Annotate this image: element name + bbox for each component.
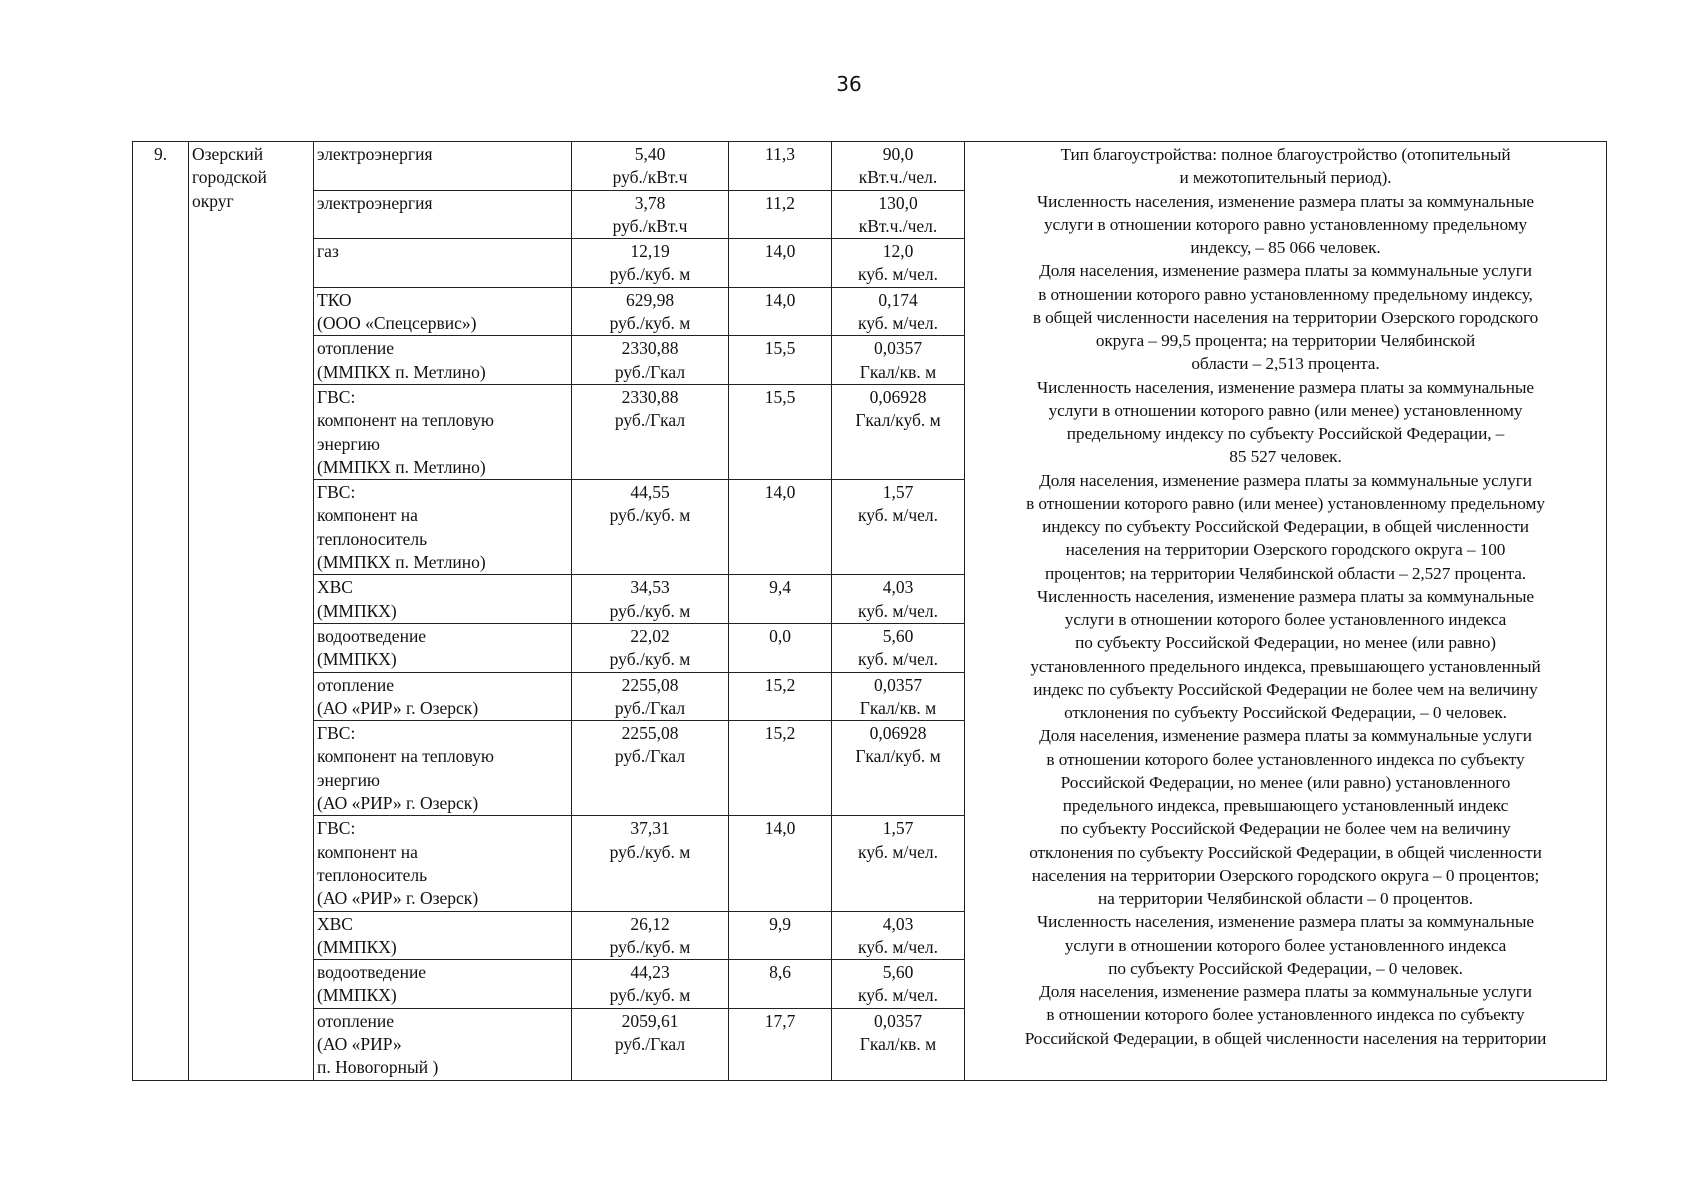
norm-cell: 1,57 куб. м/чел. — [832, 480, 965, 575]
index-cell: 14,0 — [729, 287, 832, 336]
description-line: отклонения по субъекту Российской Федерации, – 0 человек. — [1064, 703, 1507, 722]
norm-cell: 5,60 куб. м/чел. — [832, 960, 965, 1009]
tariff-cell: 12,19 руб./куб. м — [572, 239, 729, 288]
description-line: населения на территории Озерского городского округа – 100 — [1065, 540, 1506, 560]
service-cell: электроэнергия — [314, 142, 572, 191]
norm-cell: 0,0357 Гкал/кв. м — [832, 336, 965, 385]
description-line: индексу, – 85 066 человек. — [1190, 238, 1381, 257]
description-line: в отношении которого более установленного индекса по субъекту — [1046, 1005, 1525, 1025]
description-line: Тип благоустройства: полное благоустройство (отопительный — [1060, 145, 1511, 164]
service-cell: отопление (АО «РИР» п. Новогорный ) — [314, 1008, 572, 1080]
service-cell: ХВС (ММПКХ) — [314, 575, 572, 624]
norm-cell: 12,0 куб. м/чел. — [832, 239, 965, 288]
description-line: в отношении которого равно (или менее) установленному предельному — [1026, 493, 1545, 513]
tariff-cell: 2255,08 руб./Гкал — [572, 721, 729, 816]
service-cell: ХВС (ММПКХ) — [314, 911, 572, 960]
norm-cell: 130,0 кВт.ч./чел. — [832, 190, 965, 239]
description-line: и межотопительный период). — [1179, 168, 1392, 188]
description-text — [968, 143, 1603, 1050]
index-cell: 11,3 — [729, 142, 832, 191]
service-cell: газ — [314, 239, 572, 288]
tariff-cell: 5,40 руб./кВт.ч — [572, 142, 729, 191]
description-line: по субъекту Российской Федерации не более чем на величину — [1060, 819, 1511, 839]
description-line: в отношении которого равно установленному предельному индексу, — [1038, 284, 1533, 304]
index-cell: 0,0 — [729, 623, 832, 672]
description-line: в отношении которого более установленного индекса по субъекту — [1046, 749, 1525, 769]
index-cell: 8,6 — [729, 960, 832, 1009]
description-line: предельного индекса, превышающего установленный индекс — [1062, 796, 1509, 815]
description-line: в общей численности населения на территории Озерского городского — [1032, 307, 1539, 327]
description-line: процентов; на территории Челябинской области – 2,527 процента. — [1044, 563, 1527, 583]
description-line: на территории Челябинской области – 0 процентов. — [1098, 889, 1473, 908]
index-cell: 9,4 — [729, 575, 832, 624]
description-line: Численность населения, изменение размера платы за коммунальные — [1037, 191, 1534, 211]
tariff-cell: 37,31 руб./куб. м — [572, 816, 729, 911]
index-cell: 17,7 — [729, 1008, 832, 1080]
service-cell: ГВС: компонент на теплоноситель (ММПКХ п. Метлино) — [314, 480, 572, 575]
page-number: 36 — [836, 72, 862, 96]
tariff-cell: 26,12 руб./куб. м — [572, 911, 729, 960]
service-cell: ГВС: компонент на теплоноситель (АО «РИР» г. Озерск) — [314, 816, 572, 911]
norm-cell: 0,0357 Гкал/кв. м — [832, 1008, 965, 1080]
service-cell: водоотведение (ММПКХ) — [314, 623, 572, 672]
tariff-cell: 2330,88 руб./Гкал — [572, 336, 729, 385]
description-line: по субъекту Российской Федерации, но менее (или равно) — [1075, 633, 1496, 653]
description-line: услуги в отношении которого равно установленному предельному — [1043, 214, 1528, 234]
description-line: отклонения по субъекту Российской Федерации, в общей численности — [1029, 842, 1542, 862]
description-line: предельному индексу по субъекту Российской Федерации, – — [1066, 424, 1505, 443]
index-cell: 15,2 — [729, 672, 832, 721]
norm-cell: 1,57 куб. м/чел. — [832, 816, 965, 911]
description-line: Российской Федерации, в общей численности населения на территории — [1024, 1028, 1547, 1048]
tariff-cell: 3,78 руб./кВт.ч — [572, 190, 729, 239]
description-line: услуги в отношении которого равно (или менее) установленному — [1048, 400, 1523, 420]
service-cell: отопление (АО «РИР» г. Озерск) — [314, 672, 572, 721]
index-cell: 14,0 — [729, 816, 832, 911]
description-line: области – 2,513 процента. — [1191, 354, 1380, 374]
tariff-cell: 22,02 руб./куб. м — [572, 623, 729, 672]
index-cell: 14,0 — [729, 239, 832, 288]
norm-cell: 0,06928 Гкал/куб. м — [832, 384, 965, 479]
tariff-cell: 2330,88 руб./Гкал — [572, 384, 729, 479]
service-cell: электроэнергия — [314, 190, 572, 239]
tariff-cell: 44,55 руб./куб. м — [572, 480, 729, 575]
index-cell: 15,2 — [729, 721, 832, 816]
tariff-cell: 2059,61 руб./Гкал — [572, 1008, 729, 1080]
tariff-cell: 2255,08 руб./Гкал — [572, 672, 729, 721]
service-cell: водоотведение (ММПКХ) — [314, 960, 572, 1009]
description-line: Численность населения, изменение размера платы за коммунальные — [1037, 586, 1534, 606]
description-line: по субъекту Российской Федерации, – 0 человек. — [1108, 958, 1463, 978]
index-cell: 14,0 — [729, 480, 832, 575]
tariff-cell: 629,98 руб./куб. м — [572, 287, 729, 336]
description-line: Численность населения, изменение размера платы за коммунальные — [1037, 912, 1534, 932]
description-line: Доля населения, изменение размера платы за коммунальные услуги — [1039, 470, 1532, 490]
norm-cell: 90,0 кВт.ч./чел. — [832, 142, 965, 191]
tariff-cell: 34,53 руб./куб. м — [572, 575, 729, 624]
norm-cell: 5,60 куб. м/чел. — [832, 623, 965, 672]
norm-cell: 0,0357 Гкал/кв. м — [832, 672, 965, 721]
norm-cell: 0,06928 Гкал/куб. м — [832, 721, 965, 816]
description-line: Доля населения, изменение размера платы за коммунальные услуги — [1039, 261, 1532, 281]
table-row — [133, 142, 1607, 191]
index-cell: 15,5 — [729, 384, 832, 479]
description-line: установленного предельного индекса, превышающего установленный — [1030, 656, 1541, 676]
norm-cell: 0,174 куб. м/чел. — [832, 287, 965, 336]
tariff-table — [132, 141, 1607, 1081]
service-cell: ГВС: компонент на тепловую энергию (ММПКХ п. Метлино) — [314, 384, 572, 479]
index-cell: 11,2 — [729, 190, 832, 239]
norm-cell: 4,03 куб. м/чел. — [832, 575, 965, 624]
row-number: 9. — [133, 142, 189, 1081]
description-line: индекс по субъекту Российской Федерации не более чем на величину — [1033, 679, 1538, 699]
description-line: Доля населения, изменение размера платы за коммунальные услуги — [1039, 726, 1532, 746]
description-line: индексу по субъекту Российской Федерации, в общей численности — [1042, 517, 1529, 536]
tariff-cell: 44,23 руб./куб. м — [572, 960, 729, 1009]
description-line: Численность населения, изменение размера платы за коммунальные — [1037, 377, 1534, 397]
description-line: 85 527 человек. — [1229, 447, 1342, 467]
service-cell: отопление (ММПКХ п. Метлино) — [314, 336, 572, 385]
region-name: Озерский городской округ — [189, 142, 314, 1081]
description-cell — [965, 142, 1607, 1081]
description-line: услуги в отношении которого более установленного индекса — [1064, 610, 1507, 629]
index-cell: 9,9 — [729, 911, 832, 960]
description-line: округа – 99,5 процента; на территории Челябинской — [1095, 331, 1476, 350]
description-line: услуги в отношении которого более установленного индекса — [1064, 935, 1507, 955]
service-cell: ТКО (ООО «Спецсервис») — [314, 287, 572, 336]
description-line: Российской Федерации, но менее (или равно) установленного — [1060, 772, 1511, 792]
description-line: населения на территории Озерского городского округа – 0 процентов; — [1031, 865, 1540, 885]
description-line: Доля населения, изменение размера платы за коммунальные услуги — [1039, 982, 1532, 1001]
norm-cell: 4,03 куб. м/чел. — [832, 911, 965, 960]
table-body — [133, 142, 1607, 1081]
service-cell: ГВС: компонент на тепловую энергию (АО «РИР» г. Озерск) — [314, 721, 572, 816]
index-cell: 15,5 — [729, 336, 832, 385]
